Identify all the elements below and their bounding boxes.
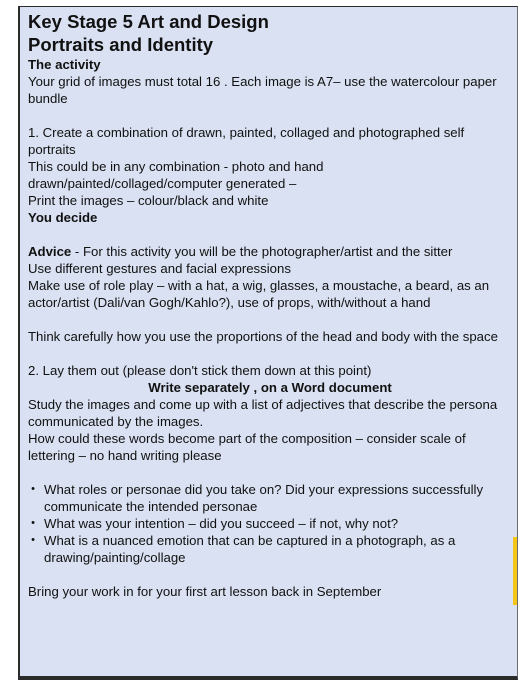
question-item [28, 515, 512, 532]
step1-line3: Print the images – colour/black and white [28, 193, 269, 208]
step2-word-doc-instruction: Write separately , on a Word document [148, 380, 392, 395]
advice-line3: Make use of role play – with a hat, a wig, glasses, a moustache, a beard, as an actor/artist (Dali/van Gogh/Kahlo?), use of props, with/without a hand [28, 278, 490, 310]
advice-line2: Use different gestures and facial expressions [28, 261, 291, 276]
closing-text: Bring your work in for your first art lesson back in September [28, 584, 382, 599]
question-text: What is a nuanced emotion that can be captured in a photograph, as a drawing/painting/collage [44, 533, 456, 565]
advice-label: Advice [28, 244, 72, 259]
question-item [28, 481, 512, 515]
spacer [28, 311, 512, 328]
bullet-icon: • [31, 534, 35, 546]
advice-text: - For this activity you will be the photographer/artist and the sitter [71, 244, 453, 259]
edge-highlight-marker [513, 537, 517, 605]
activity-sheet-panel [18, 6, 518, 680]
intro-text: Your grid of images must total 16 . Each image is A7– use the watercolour paper bundle [28, 74, 497, 106]
bullet-icon: • [31, 483, 35, 495]
bullet-icon: • [31, 517, 35, 529]
spacer [28, 107, 512, 124]
title-line-1: Key Stage 5 Art and Design [28, 11, 269, 32]
activity-sheet-content [28, 10, 512, 600]
spacer [28, 566, 512, 583]
step2-line4: How could these words become part of the composition – consider scale of lettering – no hand writing please [28, 431, 466, 463]
spacer [28, 464, 512, 481]
step2-line1: 2. Lay them out (please don't stick them down at this point) [28, 363, 372, 378]
question-list [28, 481, 512, 566]
advice-line1 [28, 243, 512, 260]
question-text: What roles or personae did you take on? Did your expressions successfully communicate the intended personae [44, 482, 484, 514]
title-line-2: Portraits and Identity [28, 34, 214, 55]
step1-line1: 1. Create a combination of drawn, painted, collaged and photographed self portraits [28, 125, 465, 157]
step2-line3: Study the images and come up with a list of adjectives that describe the persona communicated by the images. [28, 397, 498, 429]
spacer [28, 226, 512, 243]
step1-line2: This could be in any combination - photo and hand drawn/painted/collaged/computer generated – [28, 159, 324, 191]
question-text: What was your intention – did you succeed – if not, why not? [44, 516, 399, 531]
step1-you-decide: You decide [28, 210, 98, 225]
question-item [28, 532, 512, 566]
proportions-text: Think carefully how you use the proportions of the head and body with the space [28, 329, 498, 344]
activity-heading: The activity [28, 57, 101, 72]
spacer [28, 345, 512, 362]
